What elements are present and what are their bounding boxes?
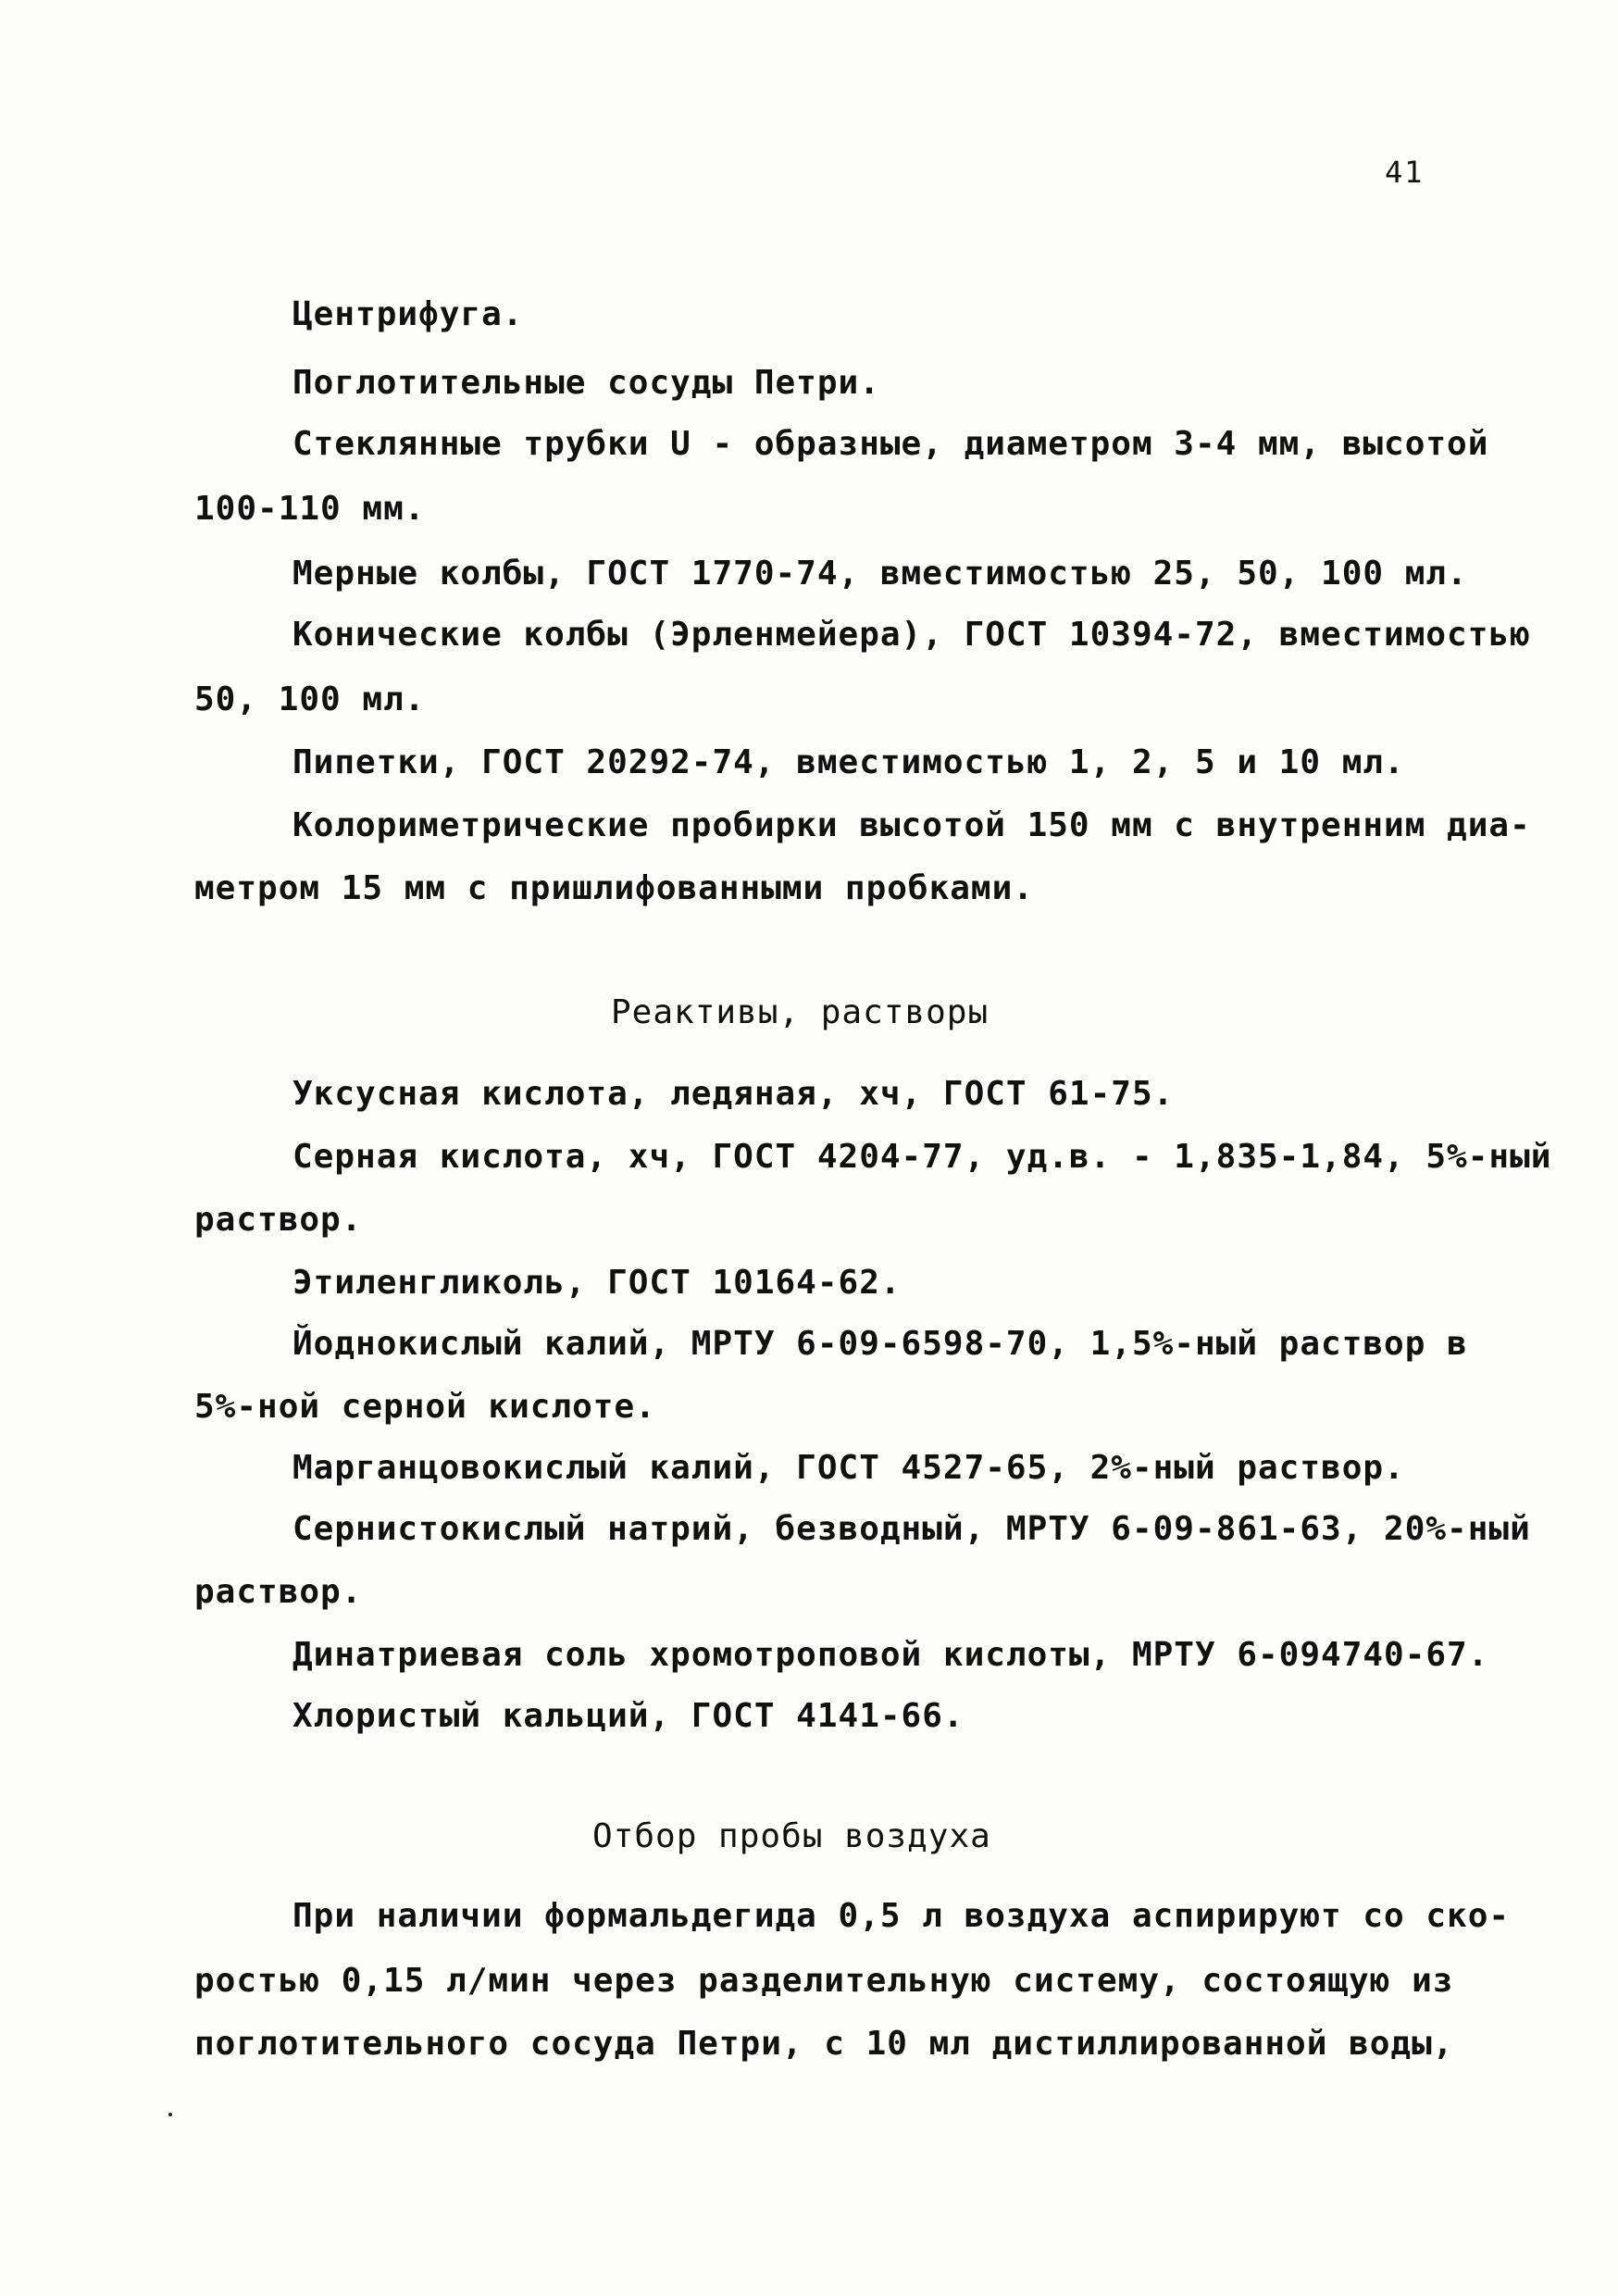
equipment-line: Колориметрические пробирки высотой 150 мм с внутренним диа-: [292, 806, 1531, 844]
reagent-line: раствор.: [194, 1573, 363, 1611]
reagent-line: Йоднокислый калий, МРТУ 6-09-6598-70, 1,5%-ный раствор в: [292, 1325, 1468, 1363]
equipment-line: Стеклянные трубки U - образные, диаметром 3-4 мм, высотой: [292, 425, 1489, 463]
equipment-line: Конические колбы (Эрленмейера), ГОСТ 10394-72, вместимостью: [292, 616, 1531, 654]
sampling-line: поглотительного сосуда Петри, с 10 мл дистиллированной воды,: [194, 2025, 1454, 2063]
equipment-line: Поглотительные сосуды Петри.: [292, 364, 880, 402]
reagent-line: 5%-ной серной кислоте.: [194, 1388, 656, 1426]
equipment-line: метром 15 мм с пришлифованными пробками.: [194, 869, 1034, 907]
reagent-line: Уксусная кислота, ледяная, хч, ГОСТ 61-75.: [292, 1075, 1175, 1113]
section-heading-reagents: Реактивы, растворы: [611, 993, 989, 1031]
equipment-line: 50, 100 мл.: [194, 680, 426, 718]
reagent-line: Серная кислота, хч, ГОСТ 4204-77, уд.в. - 1,835-1,84, 5%-ный: [292, 1138, 1552, 1176]
reagent-line: Марганцовокислый калий, ГОСТ 4527-65, 2%-ный раствор.: [292, 1449, 1405, 1487]
reagent-line: Этиленгликоль, ГОСТ 10164-62.: [292, 1264, 902, 1302]
sampling-line: При наличии формальдегида 0,5 л воздуха аспирируют со ско-: [292, 1897, 1511, 1935]
sampling-line: ростью 0,15 л/мин через разделительную систему, состоящую из: [194, 1962, 1454, 2000]
reagent-line: Хлористый кальций, ГОСТ 4141-66.: [292, 1697, 965, 1735]
reagent-line: Динатриевая соль хромотроповой кислоты, МРТУ 6-094740-67.: [292, 1636, 1489, 1674]
equipment-line: Мерные колбы, ГОСТ 1770-74, вместимостью 25, 50, 100 мл.: [292, 555, 1468, 593]
equipment-line: 100-110 мм.: [194, 490, 426, 528]
reagent-line: Сернистокислый натрий, безводный, МРТУ 6-09-861-63, 20%-ный: [292, 1510, 1531, 1548]
scan-speck: [168, 2113, 172, 2116]
section-heading-sampling: Отбор пробы воздуха: [592, 1817, 991, 1855]
equipment-line: Пипетки, ГОСТ 20292-74, вместимостью 1, 2, 5 и 10 мл.: [292, 743, 1405, 781]
reagent-line: раствор.: [194, 1201, 363, 1239]
page-number: 41: [1385, 155, 1425, 190]
equipment-line: Центрифуга.: [292, 295, 524, 333]
